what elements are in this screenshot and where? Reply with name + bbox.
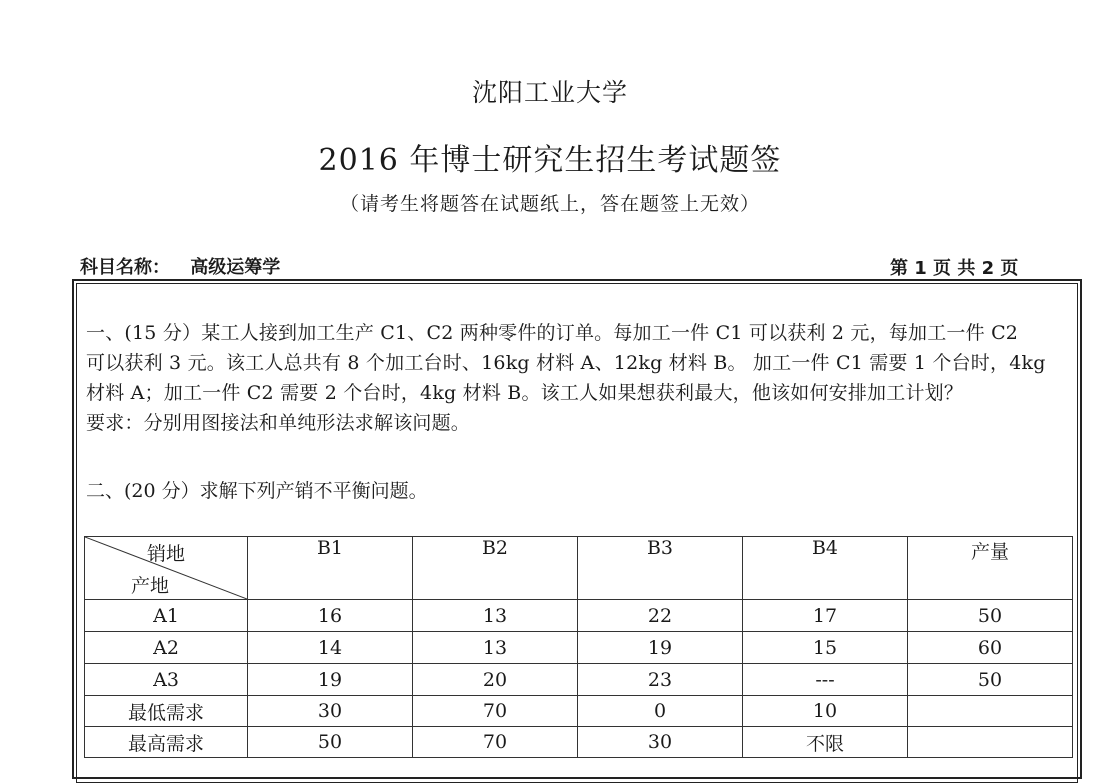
table-cell: 不限 <box>743 727 908 758</box>
table-cell: 30 <box>578 727 743 758</box>
table-row <box>85 664 1073 696</box>
table-cell: 0 <box>578 696 743 727</box>
row-label: A1 <box>85 600 248 632</box>
table-cell: 60 <box>908 632 1073 664</box>
header-cell: B2 <box>413 537 578 600</box>
question-1-line: 要求：分别用图接法和单纯形法求解该问题。 <box>86 412 471 434</box>
question-1-line: 材料 A；加工一件 C2 需要 2 个台时，4kg 材料 B。该工人如果想获利最大，他该如何安排加工计划？ <box>86 382 964 404</box>
table-cell: 13 <box>413 632 578 664</box>
corner-bottom-label: 产地 <box>131 575 170 597</box>
university-name: 沈阳工业大学 <box>471 78 628 107</box>
table-cell: 30 <box>248 696 413 727</box>
table-cell: --- <box>743 664 908 696</box>
subject-value: 高级运筹学 <box>190 257 281 278</box>
table-cell: 22 <box>578 600 743 632</box>
header-cell: B3 <box>578 537 743 600</box>
corner-cell <box>85 537 248 600</box>
header-cell: 产量 <box>908 537 1073 600</box>
question-2-title: 二、(20 分）求解下列产销不平衡问题。 <box>86 480 428 502</box>
table-cell: 70 <box>413 727 578 758</box>
table-row <box>85 600 1073 632</box>
table-cell: 19 <box>248 664 413 696</box>
table-row <box>85 632 1073 664</box>
transport-table <box>84 536 1073 758</box>
table-cell: 23 <box>578 664 743 696</box>
table-cell: 15 <box>743 632 908 664</box>
table-cell: 17 <box>743 600 908 632</box>
question-1 <box>86 318 1076 438</box>
table-cell: 10 <box>743 696 908 727</box>
row-label: 最高需求 <box>85 727 248 758</box>
question-1-line: 一、(15 分）某工人接到加工生产 C1、C2 两种零件的订单。每加工一件 C1 可以获利 2 元，每加工一件 C2 <box>86 322 1019 344</box>
row-label: A3 <box>85 664 248 696</box>
corner-top-label: 销地 <box>147 543 186 565</box>
table-cell: 14 <box>248 632 413 664</box>
row-label: 最低需求 <box>85 696 248 727</box>
table-cell: 13 <box>413 600 578 632</box>
table-cell: 20 <box>413 664 578 696</box>
table-cell: 16 <box>248 600 413 632</box>
table-cell: 50 <box>908 600 1073 632</box>
exam-title: 2016 年博士研究生招生考试题签 <box>318 143 782 178</box>
table-cell: 19 <box>578 632 743 664</box>
table-cell: 50 <box>248 727 413 758</box>
max-demand-row <box>85 727 1073 758</box>
subject-line <box>80 253 280 279</box>
question-1-line: 可以获利 3 元。该工人总共有 8 个加工台时、16kg 材料 A、12kg 材料 B。 加工一件 C1 需要 1 个台时，4kg <box>86 352 1046 374</box>
table-header-row <box>85 537 1073 600</box>
table-cell: 50 <box>908 664 1073 696</box>
exam-notice: （请考生将题答在试题纸上，答在题签上无效） <box>339 193 760 215</box>
min-demand-row <box>85 696 1073 727</box>
header-cell: B4 <box>743 537 908 600</box>
row-label: A2 <box>85 632 248 664</box>
table-cell <box>908 696 1073 727</box>
page-info: 第 1 页 共 2 页 <box>890 258 1019 279</box>
subject-label: 科目名称： <box>80 257 170 278</box>
header-cell: B1 <box>248 537 413 600</box>
table-cell: 70 <box>413 696 578 727</box>
table-cell <box>908 727 1073 758</box>
